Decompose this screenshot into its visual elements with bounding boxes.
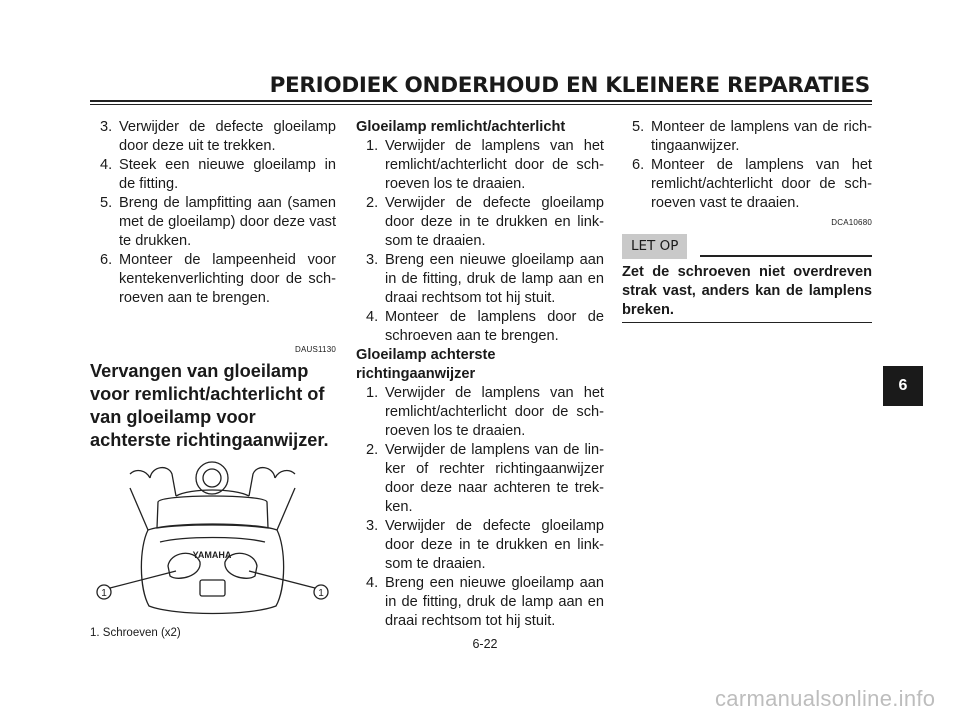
step-number: 1. — [366, 385, 379, 401]
list-item — [356, 194, 604, 251]
list-item — [356, 137, 604, 194]
warning-header — [622, 234, 872, 258]
step-text: Verwijder de defecte gloeilamp door deze in te drukken en link-som te draaien. — [385, 518, 604, 572]
figure-logo: YAMAHA — [192, 550, 232, 560]
step-number: 5. — [100, 195, 113, 211]
list-item — [356, 308, 604, 346]
header-rule — [90, 100, 872, 102]
list-item — [622, 156, 872, 213]
step-text: Steek een nieuwe gloeilamp in de fitting. — [119, 157, 336, 192]
step-number: 5. — [632, 119, 645, 135]
list-item — [356, 574, 604, 631]
step-text: Monteer de lampeenheid voor kentekenverlichting door de sch-roeven aan te brengen. — [119, 252, 336, 306]
step-number: 2. — [366, 195, 379, 211]
step-number: 2. — [366, 442, 379, 458]
column-middle — [356, 118, 604, 631]
step-number: 4. — [366, 575, 379, 591]
step-number: 6. — [632, 157, 645, 173]
step-text: Monteer de lamplens van het remlicht/achterlicht door de sch-roeven vast te draaien. — [651, 157, 872, 211]
subheading: Gloeilamp achterste richtingaanwijzer — [356, 347, 496, 382]
list-item — [90, 251, 336, 308]
warning-rule — [700, 255, 872, 257]
step-text: Breng een nieuwe gloeilamp aan in de fitting, druk de lamp aan en draai rechtsom tot hij stuit. — [385, 575, 604, 629]
list-item — [356, 251, 604, 308]
step-text: Verwijder de defecte gloeilamp door deze in te drukken en link-som te draaien. — [385, 195, 604, 249]
step-number: 3. — [366, 518, 379, 534]
step-number: 3. — [366, 252, 379, 268]
warning-text: Zet de schroeven niet overdreven strak vast, anders kan de lamplens breken. — [622, 263, 872, 323]
step-number: 4. — [100, 157, 113, 173]
step-number: 6. — [100, 252, 113, 268]
page-header-title: PERIODIEK ONDERHOUD EN KLEINERE REPARATIES — [269, 73, 870, 98]
tail-light-illustration — [90, 458, 335, 618]
subheading: Gloeilamp remlicht/achterlicht — [356, 119, 566, 135]
step-text: Verwijder de lamplens van het remlicht/achterlicht door de sch-roeven los te draaien. — [385, 385, 604, 439]
reference-code: DCA10680 — [831, 218, 872, 227]
step-number: 1. — [366, 138, 379, 154]
step-number: 4. — [366, 309, 379, 325]
list-item — [622, 118, 872, 156]
list-item — [356, 441, 604, 517]
watermark: carmanualsonline.info — [715, 686, 936, 711]
column-left — [90, 118, 336, 643]
header-rule-thin — [90, 104, 872, 105]
step-text: Verwijder de defecte gloeilamp door deze uit te trekken. — [119, 119, 336, 154]
callout-number: 1 — [318, 588, 324, 599]
step-text: Monteer de lamplens door de schroeven aan te brengen. — [385, 309, 604, 344]
reference-code: DAUS1130 — [294, 345, 336, 354]
page-number: 6-22 — [472, 637, 498, 651]
step-text: Monteer de lamplens van de rich-tingaanwijzer. — [651, 119, 872, 154]
step-number: 3. — [100, 119, 113, 135]
list-item — [90, 156, 336, 194]
list-item — [356, 384, 604, 441]
chapter-tab: 6 — [883, 366, 923, 406]
step-text: Verwijder de lamplens van de lin-ker of rechter richtingaanwijzer door deze naar achteren te trek-ken. — [385, 442, 604, 515]
step-text: Verwijder de lamplens van het remlicht/achterlicht door de sch-roeven los te draaien. — [385, 138, 604, 192]
callout-number: 1 — [101, 588, 107, 599]
section-title: Vervangen van gloeilamp voor remlicht/achterlicht of van gloeilamp voor achterste richtingaanwijzer. — [90, 361, 329, 450]
step-text: Breng een nieuwe gloeilamp aan in de fitting, druk de lamp aan en draai rechtsom tot hij stuit. — [385, 252, 604, 306]
step-text: Breng de lampfitting aan (samen met de gloeilamp) door deze vast te drukken. — [119, 195, 336, 249]
list-item — [356, 517, 604, 574]
list-item — [90, 194, 336, 251]
column-right — [622, 118, 872, 323]
list-item — [90, 118, 336, 156]
figure-caption: 1. Schroeven (x2) — [90, 627, 181, 639]
warning-label: LET OP — [622, 234, 687, 259]
